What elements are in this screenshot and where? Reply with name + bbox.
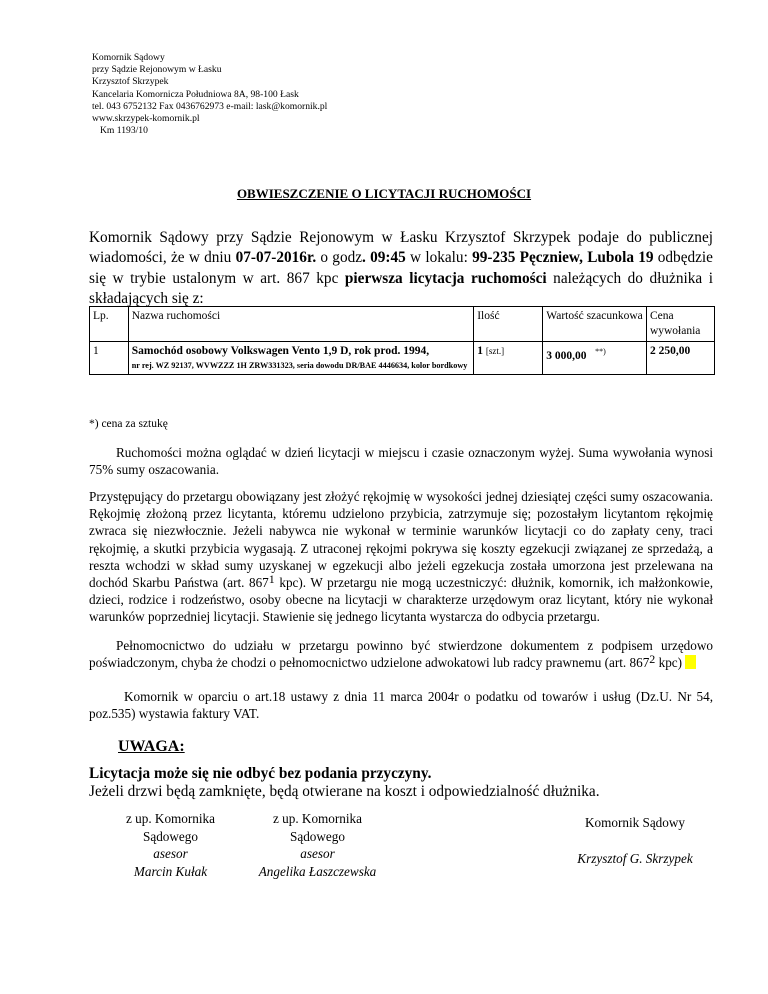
auction-time: 09:45 — [370, 249, 406, 267]
auction-date: 07-07-2016r. — [235, 249, 317, 267]
viewing-paragraph: Ruchomości można oglądać w dzień licytacji w miejscu i czasie oznaczonym wyżej. Suma wywołania wynosi 75% sumy oszacowania. — [89, 445, 713, 478]
deposit-paragraph: Przystępujący do przetargu obowiązany jest złożyć rękojmię w wysokości jednej dziesiątej części sumy oszacowania. Rękojmię złożoną przez licytanta, któremu udzielono przybicia, zatrzymuje się; pozostałym licytantom rękojmię zwraca się niezwłocznie. Jeżeli nabywca nie wykonał w terminie warunków licytacji co do zapłaty ceny, traci rękojmię, a skutki przybicia wygasają. Z utraconej rękojmi pokrywa się koszty egzekucji związanej ze sprzedażą, a reszta wchodzi w skład sumy uzyskanej w egzekucji albo jeżeli egzekucja została umorzona jest przelewana na dochód Skarbu Państwa (art. $867^1$ kpc). W przetargu nie mogą uczestniczyć: dłużnik, komornik, ich małżonkowie, dzieci, rodzice i rodzeństwo, osoby obecne na licytacji w charakterze urzędowym oraz licytant, który nie wykonał warunków poprzedniej licytacji. Stawienie się jednego licytanta wystarcza do odbycia przetargu. — [89, 489, 713, 625]
auction-type: pierwsza licytacja ruchomości — [344, 269, 547, 287]
item-qty-unit: [szt.] — [485, 346, 505, 356]
highlight-mark — [685, 655, 696, 669]
intro-paragraph: Komornik Sądowy przy Sądzie Rejonowym w Łasku Krzysztof Skrzypek podaje do publicznej wiadomości, że w dniu 07-07-2016r. o godz. 09:45 w lokalu: 99-235 Pęczniew, Lubola 19 odbędzie się w trybie ustalonym w art. 867 kpc pierwsza licytacja ruchomości należących do dłużnika i składających się z: — [89, 229, 713, 307]
header-name: Nazwa ruchomości — [128, 307, 473, 342]
header-line: www.skrzypek-komornik.pl — [92, 113, 200, 125]
article-superscript: 2 — [649, 652, 656, 667]
item-name: Samochód osobowy Volkswagen Vento 1,9 D, rok prod. 1994, — [131, 345, 430, 357]
table-row — [90, 342, 715, 375]
power-of-attorney-paragraph: Pełnomocnictwo do udziału w przetargu powinno być stwierdzone dokumentem z podpisem urzędowo poświadczonym, chyba że chodzi o pełnomocnictwo udzielone adwokatowi lub radcy prawnemu (art. $867^2$ kpc) — [89, 638, 713, 671]
item-details: nr rej. WZ 92137, WVWZZZ 1H ZRW331323, seria dowodu DR/BAE 4446634, kolor bordkowy — [131, 361, 468, 370]
signature-block-2: z up. Komornika Sądowego asesor Angelika Łaszczewska — [250, 810, 385, 880]
item-value: 3 000,00 — [546, 349, 587, 362]
cell-value — [543, 342, 647, 375]
table-header-row — [90, 307, 715, 342]
office-header — [92, 52, 327, 137]
signatory-name: Angelika Łaszczewska — [258, 863, 377, 879]
item-price: 2 250,00 — [649, 345, 691, 357]
header-value: Wartość szacunkowa — [543, 307, 647, 342]
cell-qty — [474, 342, 543, 375]
warning-line-2: Jeżeli drzwi będą zamknięte, będą otwierane na koszt i odpowiedzialność dłużnika. — [89, 783, 600, 801]
value-footnote-mark: **) — [595, 347, 606, 356]
cell-price — [646, 342, 714, 375]
cell-name — [128, 342, 473, 375]
header-line: przy Sądzie Rejonowym w Łasku — [92, 64, 222, 76]
article-superscript: 1 — [268, 572, 275, 587]
item-qty: 1 — [477, 345, 483, 357]
header-line: Kancelaria Komornicza Południowa 8A, 98-100 Łask — [92, 88, 299, 100]
header-line: Krzysztof Skrzypek — [92, 76, 169, 88]
warning-heading: UWAGA: — [118, 738, 185, 755]
footnote: *) cena za sztukę — [89, 418, 168, 430]
header-price: Cena wywołania — [646, 307, 714, 342]
document-title: OBWIESZCZENIE O LICYTACJI RUCHOMOŚCI — [236, 186, 532, 201]
signature-block-3: Komornik Sądowy Krzysztof G. Skrzypek — [560, 814, 710, 867]
header-line: Komornik Sądowy — [92, 52, 165, 63]
vat-paragraph: Komornik w oparciu o art.18 ustawy z dnia 11 marca 2004r o podatku od towarów i usług (Dz.U. Nr 54, poz.535) wystawia faktury VAT. — [89, 689, 713, 722]
signature-block-1: z up. Komornika Sądowego asesor Marcin Kułak — [108, 810, 233, 880]
cell-lp: 1 — [90, 342, 129, 375]
header-qty: Ilość — [474, 307, 543, 342]
auction-place: 99-235 Pęczniew, Lubola 19 — [472, 249, 654, 267]
signatory-name: Marcin Kułak — [133, 863, 208, 879]
header-line: tel. 043 6752132 Fax 0436762973 e-mail: lask@komornik.pl — [92, 100, 328, 112]
warning-text — [89, 765, 600, 802]
header-lp: Lp. — [90, 307, 129, 342]
signatory-name: Krzysztof G. Skrzypek — [577, 850, 693, 866]
case-number: Km 1193/10 — [100, 125, 148, 137]
warning-line-1: Licytacja może się nie odbyć bez podania przyczyny. — [89, 765, 432, 782]
items-table — [89, 306, 715, 375]
